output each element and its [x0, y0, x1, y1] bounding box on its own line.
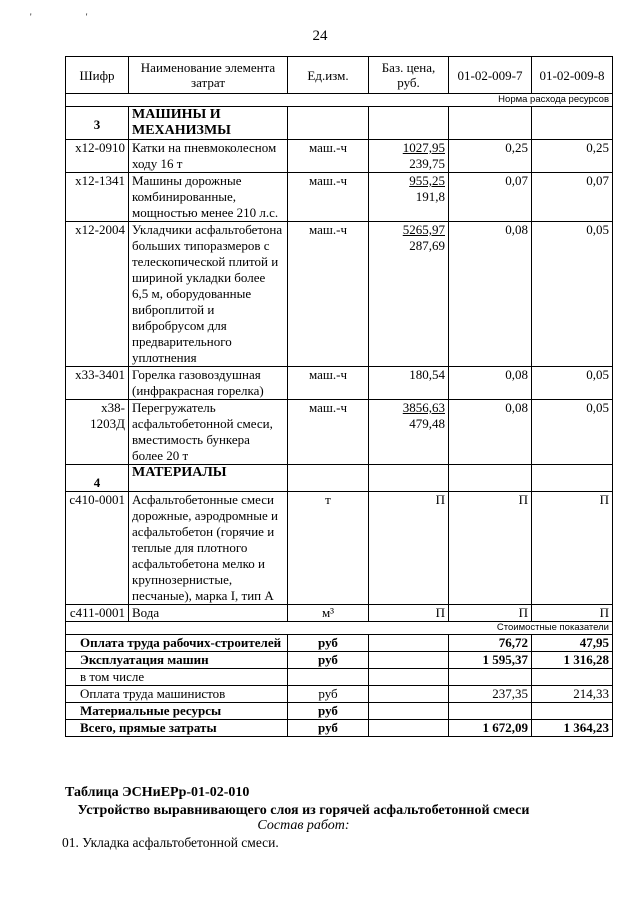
row-price-base: П	[435, 492, 445, 507]
empty-cell	[369, 465, 449, 492]
table-subtitle: Устройство выравнивающего слоя из горячей асфальтобетонной смеси	[77, 803, 530, 818]
row-name: Укладчики асфальтобетона больших типоразмеров с телескопической плитой и шириной укладки более 6,5 м, оборудованные виброплитой и вибробрусом для предварительного уплотнения	[129, 222, 288, 367]
empty-cell	[532, 107, 613, 140]
row-unit: м³	[288, 605, 369, 622]
summary-value-2: 1 316,28	[532, 652, 613, 669]
header-col2: 01-02-009-8	[532, 57, 613, 94]
summary-unit: руб	[288, 720, 369, 737]
empty-cell	[449, 107, 532, 140]
empty-cell	[369, 652, 449, 669]
row-value-2: 0,07	[532, 173, 613, 222]
row-code: х12-1341	[66, 173, 129, 222]
row-unit: маш.-ч	[288, 222, 369, 367]
cost-row	[66, 622, 613, 635]
composition-heading: Состав работ:	[257, 818, 350, 833]
row-price	[369, 140, 449, 173]
row-value-2: П	[532, 492, 613, 605]
table-row	[66, 605, 613, 622]
summary-value-2: 1 364,23	[532, 720, 613, 737]
summary-value-2	[532, 703, 613, 720]
summary-value-1: 1 595,37	[449, 652, 532, 669]
row-unit: маш.-ч	[288, 400, 369, 465]
empty-cell	[288, 107, 369, 140]
row-price-labor: 287,69	[409, 238, 445, 253]
row-value-1: 0,08	[449, 222, 532, 367]
table-row	[66, 173, 613, 222]
table-body	[66, 107, 613, 622]
summary-unit: руб	[288, 652, 369, 669]
row-name: Катки на пневмоколесном ходу 16 т	[129, 140, 288, 173]
row-name: Перегружатель асфальтобетонной смеси, вместимость бункера более 20 т	[129, 400, 288, 465]
summary-label: Всего, прямые затраты	[66, 720, 288, 737]
row-value-1: П	[449, 605, 532, 622]
section-header-row	[66, 107, 613, 140]
header-unit: Ед.изм.	[288, 57, 369, 94]
row-code: х12-2004	[66, 222, 129, 367]
summary-value-1: 1 672,09	[449, 720, 532, 737]
row-code: с410-0001	[66, 492, 129, 605]
summary-label: Оплата труда машинистов	[66, 686, 288, 703]
summary-body	[66, 635, 613, 737]
row-price-labor: 239,75	[409, 156, 445, 171]
row-price-labor: 191,8	[415, 189, 445, 204]
row-value-2: 0,05	[532, 400, 613, 465]
row-name: Асфальтобетонные смеси дорожные, аэродромные и асфальтобетон (горячие и теплые для плотного асфальтобетона мелко и крупнозернистые, песчаные), марка I, тип А	[129, 492, 288, 605]
summary-row	[66, 669, 613, 686]
row-price-base: 180,54	[409, 367, 445, 382]
row-value-2: 0,25	[532, 140, 613, 173]
summary-unit	[288, 669, 369, 686]
empty-cell	[369, 669, 449, 686]
row-unit: маш.-ч	[288, 140, 369, 173]
section-header-row	[66, 465, 613, 492]
row-name: Горелка газовоздушная (инфракрасная горелка)	[129, 367, 288, 400]
row-unit: т	[288, 492, 369, 605]
table-header-row	[66, 57, 613, 94]
row-price	[369, 222, 449, 367]
summary-unit: руб	[288, 635, 369, 652]
resource-table	[65, 56, 613, 737]
table-row	[66, 140, 613, 173]
summary-value-2: 214,33	[532, 686, 613, 703]
summary-row	[66, 652, 613, 669]
summary-label: Эксплуатация машин	[66, 652, 288, 669]
row-value-2: П	[532, 605, 613, 622]
summary-value-2: 47,95	[532, 635, 613, 652]
section-number: 4	[66, 465, 129, 492]
table-row	[66, 222, 613, 367]
empty-cell	[369, 720, 449, 737]
norm-row	[66, 94, 613, 107]
header-price: Баз. цена, руб.	[369, 57, 449, 94]
empty-cell	[369, 635, 449, 652]
section-number: 3	[66, 107, 129, 140]
row-price-base: 5265,97	[402, 222, 445, 237]
row-price-base: П	[435, 605, 445, 620]
row-price	[369, 173, 449, 222]
row-value-1: 0,07	[449, 173, 532, 222]
work-step: 01. Укладка асфальтобетонной смеси.	[62, 835, 279, 850]
header-name: Наименование элемента затрат	[129, 57, 288, 94]
summary-label: Материальные ресурсы	[66, 703, 288, 720]
table-row	[66, 367, 613, 400]
summary-value-1	[449, 669, 532, 686]
summary-unit: руб	[288, 703, 369, 720]
row-price	[369, 492, 449, 605]
row-price	[369, 400, 449, 465]
summary-value-1: 76,72	[449, 635, 532, 652]
row-unit: маш.-ч	[288, 173, 369, 222]
row-price-base: 955,25	[409, 173, 445, 188]
norm-label: Норма расхода ресурсов	[66, 94, 613, 107]
summary-row	[66, 635, 613, 652]
table-title: Таблица ЭСНиЕРр-01-02-010	[65, 785, 250, 800]
row-name: Машины дорожные комбинированные, мощностью менее 210 л.с.	[129, 173, 288, 222]
summary-value-1: 237,35	[449, 686, 532, 703]
section-title: МАТЕРИАЛЫ	[129, 465, 288, 492]
row-value-1: 0,08	[449, 400, 532, 465]
row-price-labor: 479,48	[409, 416, 445, 431]
row-name: Вода	[129, 605, 288, 622]
row-price-base: 3856,63	[402, 400, 445, 415]
row-code: х33-3401	[66, 367, 129, 400]
empty-cell	[369, 107, 449, 140]
row-code: с411-0001	[66, 605, 129, 622]
row-price	[369, 367, 449, 400]
table-row	[66, 492, 613, 605]
summary-label: в том числе	[66, 669, 288, 686]
summary-row	[66, 703, 613, 720]
summary-label: Оплата труда рабочих-строителей	[66, 635, 288, 652]
summary-value-1	[449, 703, 532, 720]
row-price	[369, 605, 449, 622]
summary-row	[66, 686, 613, 703]
row-unit: маш.-ч	[288, 367, 369, 400]
empty-cell	[369, 703, 449, 720]
row-value-2: 0,05	[532, 367, 613, 400]
row-value-1: П	[449, 492, 532, 605]
empty-cell	[288, 465, 369, 492]
empty-cell	[532, 465, 613, 492]
summary-row	[66, 720, 613, 737]
page-number: 24	[312, 28, 328, 44]
row-code: х12-0910	[66, 140, 129, 173]
summary-value-2	[532, 669, 613, 686]
row-price-base: 1027,95	[402, 140, 445, 155]
empty-cell	[449, 465, 532, 492]
scan-marks: ' '	[30, 12, 114, 22]
row-value-1: 0,08	[449, 367, 532, 400]
summary-unit: руб	[288, 686, 369, 703]
row-value-1: 0,25	[449, 140, 532, 173]
section-title: МАШИНЫ И МЕХАНИЗМЫ	[129, 107, 288, 140]
cost-label: Стоимостные показатели	[66, 622, 613, 635]
row-value-2: 0,05	[532, 222, 613, 367]
row-code: х38-1203Д	[66, 400, 129, 465]
header-col1: 01-02-009-7	[449, 57, 532, 94]
empty-cell	[369, 686, 449, 703]
table-row	[66, 400, 613, 465]
header-code: Шифр	[66, 57, 129, 94]
